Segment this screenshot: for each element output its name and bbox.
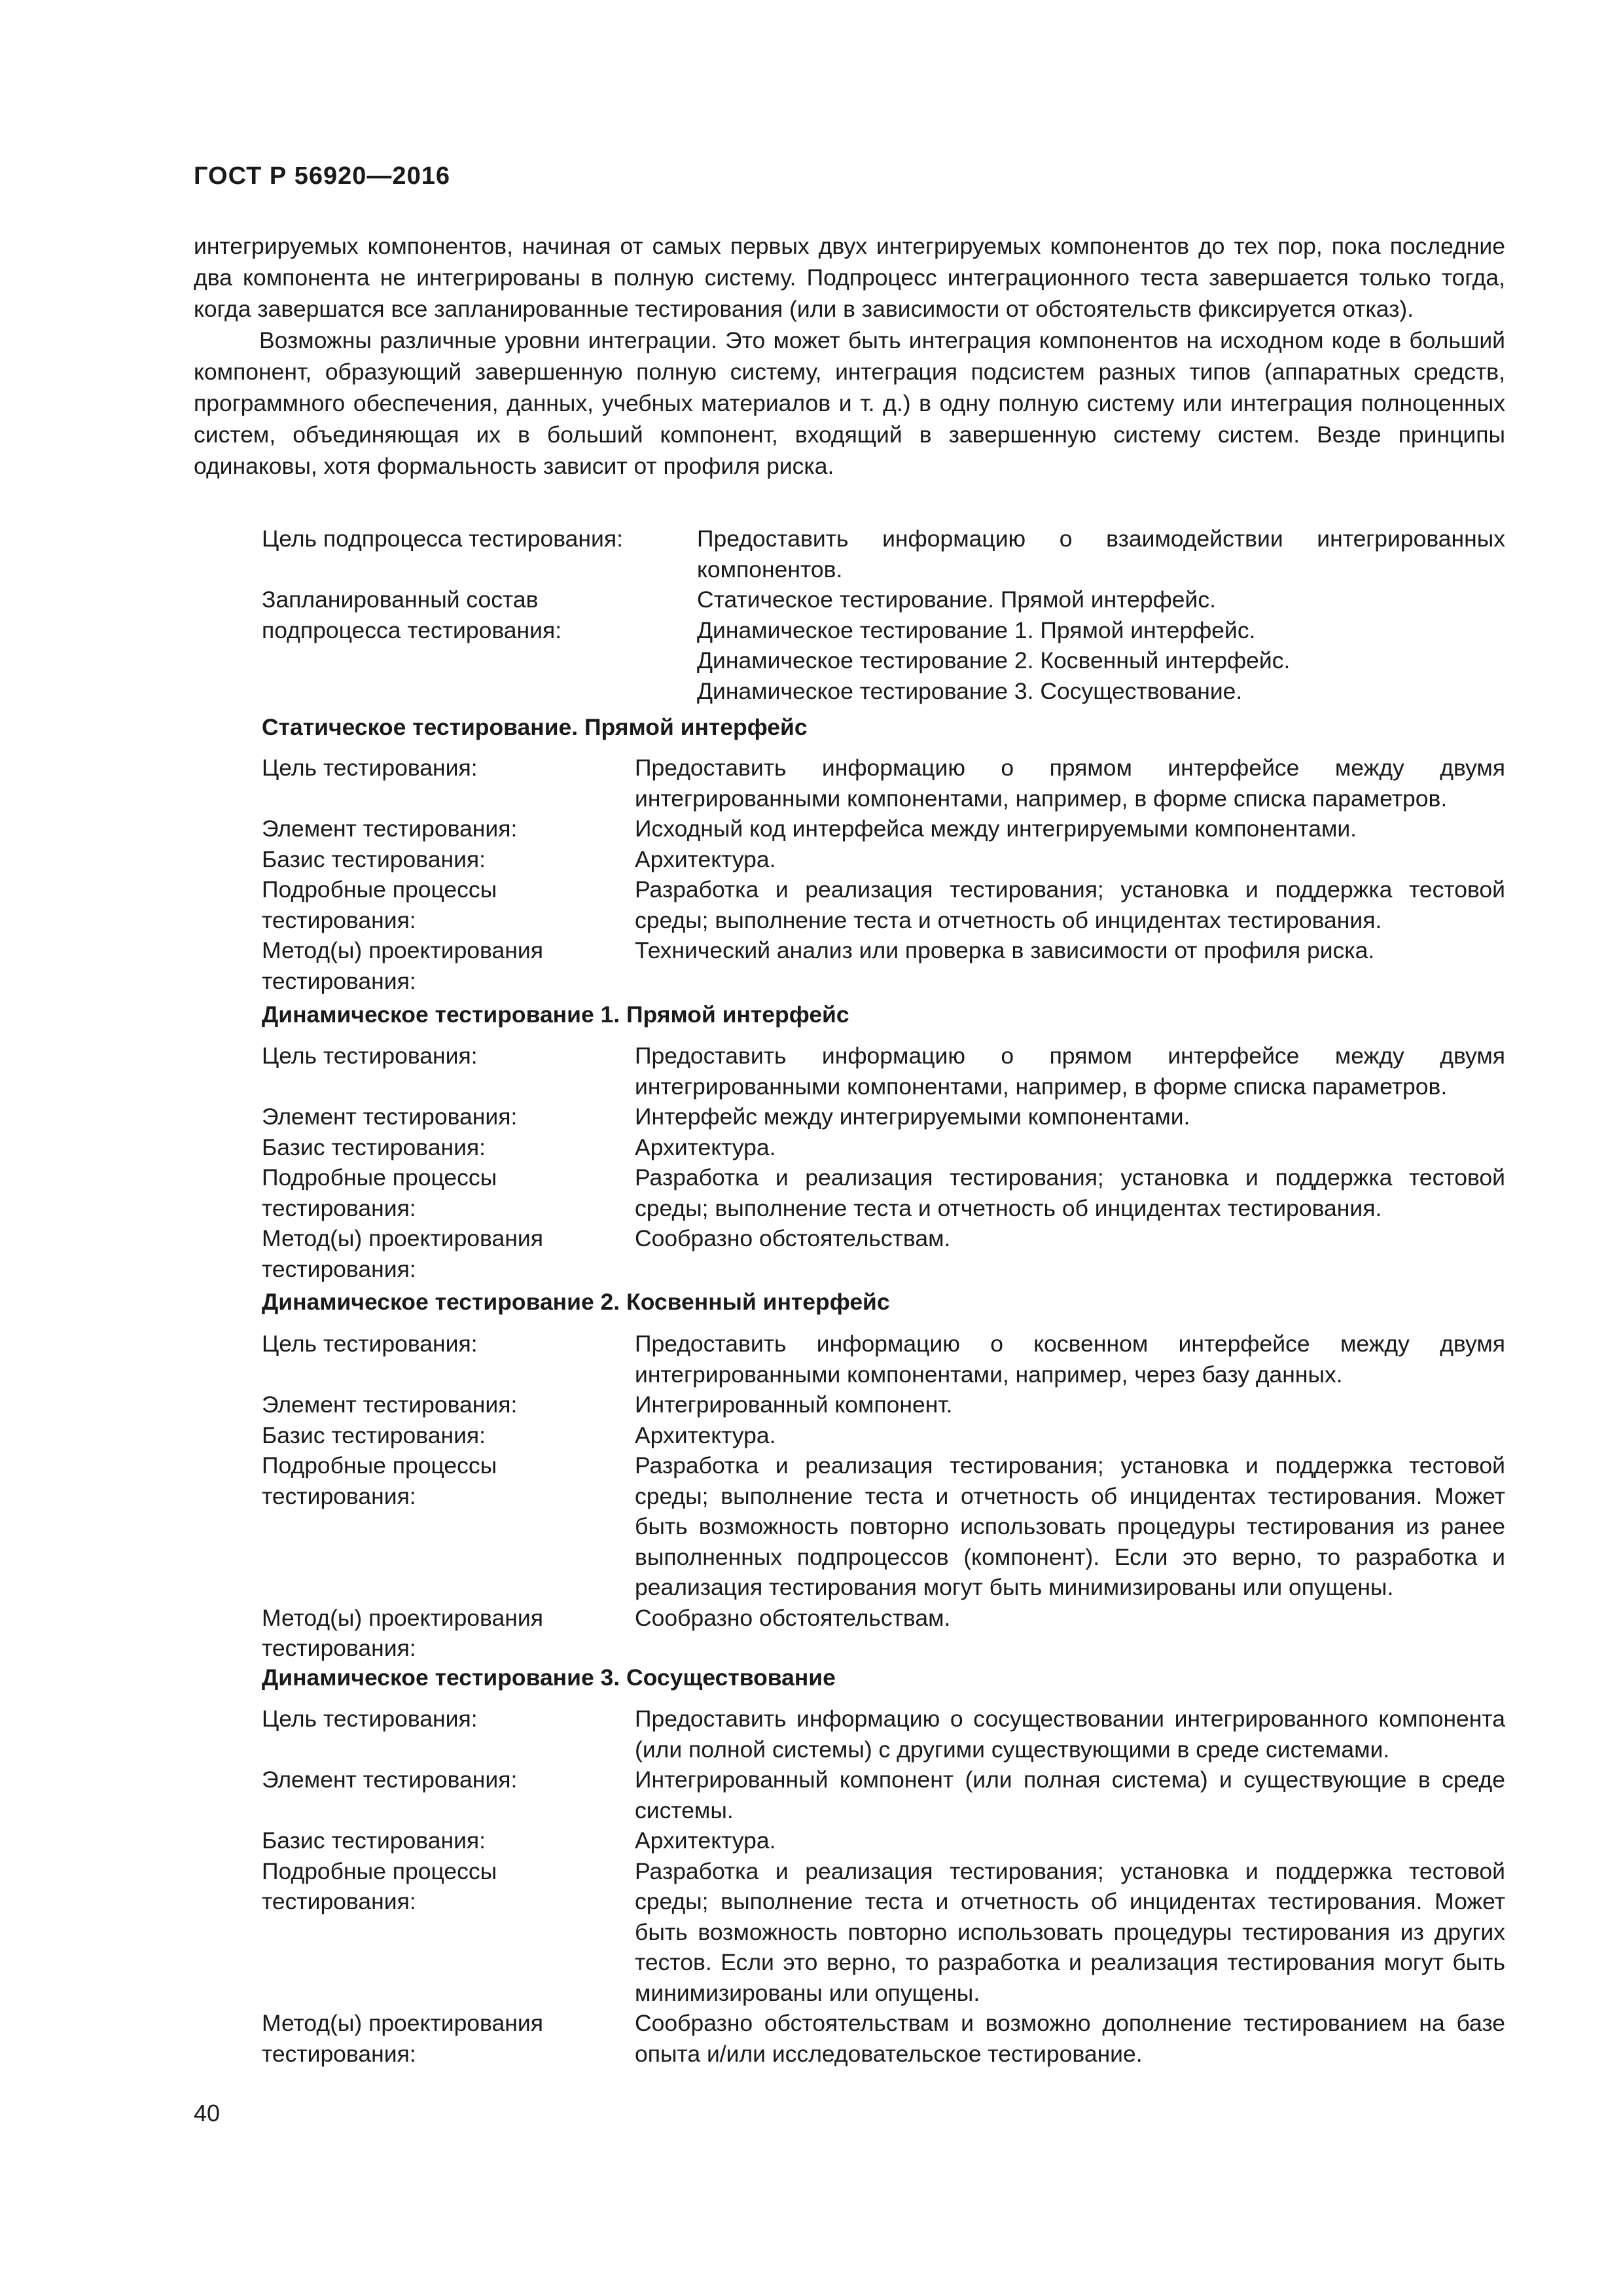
- section-row: [262, 1825, 1505, 1856]
- row-value: Предоставить информацию о сосуществовании интегрированного компонента (или полной системы) с другими существующими в среде системами.: [635, 1706, 1505, 1763]
- row-label: Подробные процессы тестирования:: [262, 1857, 497, 1914]
- row-label: Элемент тестирования:: [262, 1391, 518, 1418]
- row-value: Интегрированный компонент (или полная система) и существующие в среде системы.: [635, 1767, 1505, 1823]
- row-value: Предоставить информацию о прямом интерфейсе между двумя интегрированными компонентами, например, в форме списка параметров.: [635, 1043, 1505, 1100]
- subprocess-goal-value: Предоставить информацию о взаимодействии интегрированных компонентов.: [697, 526, 1505, 583]
- section-row: [262, 1704, 1505, 1765]
- row-value: Сообразно обстоятельствам и возможно дополнение тестированием на базе опыта и/или исследовательское тестирование.: [635, 2010, 1505, 2067]
- intro-paragraph-2: Возможны различные уровни интеграции. Это может быть интеграция компонентов на исходном коде в больший компонент, образующий завершенную полную систему, интеграция подсистем разных типов (аппаратных средств, программного обеспечения, данных, учебных материалов и т. д.) в одну полную систему или интеграция полноценных систем, объединяющая их в больший компонент, входящий в завершенную систему систем. Везде принципы одинаковы, хотя формальность зависит от профиля риска.: [194, 327, 1505, 479]
- plan-item: Динамическое тестирование 2. Косвенный интерфейс.: [697, 647, 1291, 673]
- section-title-dynamic-3: Динамическое тестирование 3. Сосуществование: [262, 1664, 836, 1691]
- subprocess-plan-label: Запланированный состав подпроцесса тестирования:: [262, 586, 562, 643]
- section-dynamic-2: [262, 1329, 1505, 1664]
- section-title-dynamic-2: Динамическое тестирование 2. Косвенный интерфейс: [262, 1289, 890, 1315]
- subprocess-plan-row: [262, 584, 1505, 706]
- row-value: Архитектура.: [635, 1134, 776, 1160]
- row-value: Разработка и реализация тестирования; установка и поддержка тестовой среды; выполнение теста и отчетность об инцидентах тестирования.: [635, 876, 1505, 933]
- row-value: Сообразно обстоятельствам.: [635, 1604, 951, 1631]
- row-value: Разработка и реализация тестирования; установка и поддержка тестовой среды; выполнение теста и отчетность об инцидентах тестирования. Может быть возможность повторно использовать процедуры тестирования из других тестов. Если это верно, то разработка и реализация тестирования могут быть минимизированы или опущены.: [635, 1857, 1505, 2006]
- subprocess-goal-row: [262, 524, 1505, 584]
- section-row: [262, 753, 1505, 814]
- row-value: Архитектура.: [635, 1827, 776, 1854]
- section-dynamic-3: [262, 1704, 1505, 2069]
- section-row: [262, 935, 1505, 996]
- row-label: Элемент тестирования:: [262, 1767, 518, 1793]
- row-value: Исходный код интерфейса между интегрируемыми компонентами.: [635, 816, 1357, 842]
- section-dynamic-1: [262, 1041, 1505, 1284]
- row-label: Базис тестирования:: [262, 1422, 486, 1448]
- row-value: Архитектура.: [635, 846, 776, 872]
- row-label: Цель тестирования:: [262, 1043, 478, 1069]
- row-label: Базис тестирования:: [262, 1827, 486, 1854]
- section-row: [262, 1450, 1505, 1603]
- section-row: [262, 1420, 1505, 1451]
- plan-item: Динамическое тестирование 1. Прямой интерфейс.: [697, 617, 1256, 643]
- row-label: Цель тестирования:: [262, 755, 478, 781]
- document-header: ГОСТ Р 56920—2016: [194, 162, 450, 190]
- plan-item: Статическое тестирование. Прямой интерфейс.: [697, 586, 1216, 613]
- page-number: 40: [194, 2100, 221, 2126]
- row-value: Интерфейс между интегрируемыми компонентами.: [635, 1103, 1190, 1130]
- row-value: Предоставить информацию о прямом интерфейсе между двумя интегрированными компонентами, например, в форме списка параметров.: [635, 755, 1505, 812]
- section-row: [262, 1603, 1505, 1664]
- row-value: Интегрированный компонент.: [635, 1391, 953, 1418]
- section-row: [262, 874, 1505, 935]
- section-row: [262, 1390, 1505, 1420]
- section-row: [262, 1856, 1505, 2009]
- row-label: Метод(ы) проектирования тестирования:: [262, 1604, 543, 1661]
- subprocess-plan-items: [697, 584, 1505, 706]
- row-label: Метод(ы) проектирования тестирования:: [262, 2010, 543, 2067]
- row-label: Подробные процессы тестирования:: [262, 876, 497, 933]
- row-value: Разработка и реализация тестирования; установка и поддержка тестовой среды; выполнение теста и отчетность об инцидентах тестирования. Может быть возможность повторно использовать процедуры тестирования из ранее выполненных подпроцессов (компонент). Если это верно, то разработка и реализация тестирования могут быть минимизированы или опущены.: [635, 1452, 1505, 1600]
- row-value: Предоставить информацию о косвенном интерфейсе между двумя интегрированными компонентами, например, через базу данных.: [635, 1331, 1505, 1388]
- subprocess-block: [262, 524, 1505, 706]
- row-label: Цель тестирования:: [262, 1331, 478, 1357]
- row-value: Разработка и реализация тестирования; установка и поддержка тестовой среды; выполнение теста и отчетность об инцидентах тестирования.: [635, 1164, 1505, 1221]
- section-title-static: Статическое тестирование. Прямой интерфейс: [262, 714, 808, 740]
- section-row: [262, 844, 1505, 875]
- section-row: [262, 814, 1505, 844]
- row-label: Подробные процессы тестирования:: [262, 1452, 497, 1509]
- row-label: Базис тестирования:: [262, 846, 486, 872]
- plan-item: Динамическое тестирование 3. Сосуществование.: [697, 677, 1243, 704]
- section-row: [262, 1223, 1505, 1284]
- row-value: Технический анализ или проверка в зависимости от профиля риска.: [635, 937, 1375, 963]
- row-label: Цель тестирования:: [262, 1706, 478, 1732]
- row-label: Подробные процессы тестирования:: [262, 1164, 497, 1221]
- row-value: Архитектура.: [635, 1422, 776, 1448]
- section-row: [262, 1162, 1505, 1223]
- row-label: Элемент тестирования:: [262, 1103, 518, 1130]
- row-label: Элемент тестирования:: [262, 816, 518, 842]
- section-row: [262, 1765, 1505, 1825]
- section-static: [262, 753, 1505, 996]
- section-row: [262, 1041, 1505, 1102]
- row-label: Метод(ы) проектирования тестирования:: [262, 1225, 543, 1282]
- row-value: Сообразно обстоятельствам.: [635, 1225, 951, 1251]
- row-label: Базис тестирования:: [262, 1134, 486, 1160]
- intro-text: [194, 230, 1505, 482]
- section-title-dynamic-1: Динамическое тестирование 1. Прямой интерфейс: [262, 1001, 849, 1028]
- section-row: [262, 1102, 1505, 1132]
- subprocess-goal-label: Цель подпроцесса тестирования:: [262, 526, 623, 552]
- section-row: [262, 1132, 1505, 1163]
- row-label: Метод(ы) проектирования тестирования:: [262, 937, 543, 994]
- intro-paragraph-1: интегрируемых компонентов, начиная от самых первых двух интегрируемых компонентов до тех пор, пока последние два компонента не интегрированы в полную систему. Подпроцесс интеграционного теста завершается только тогда, когда завершатся все запланированные тестирования (или в зависимости от обстоятельств фиксируется отказ).: [194, 233, 1505, 322]
- section-row: [262, 1329, 1505, 1390]
- section-row: [262, 2008, 1505, 2069]
